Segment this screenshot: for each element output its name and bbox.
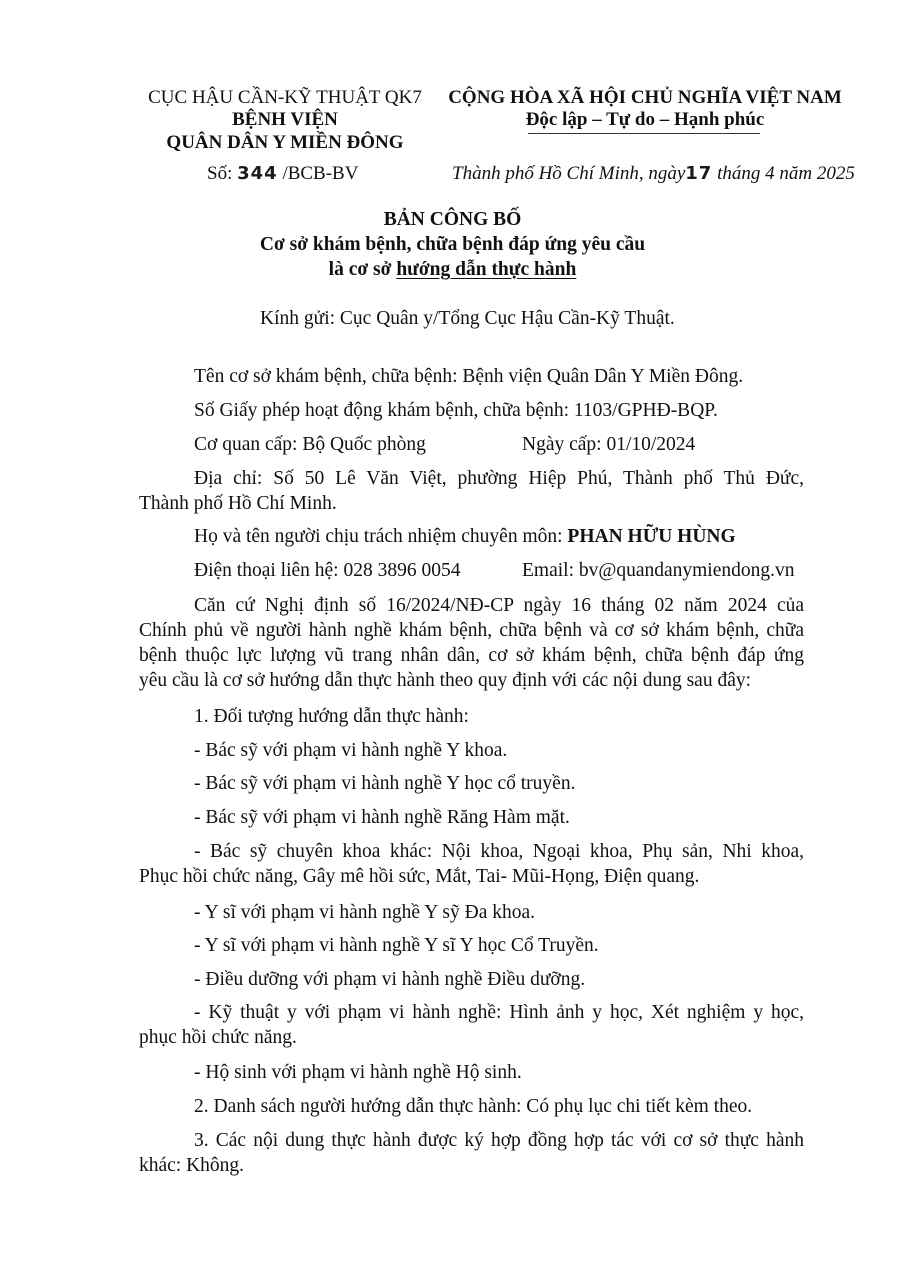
list-item: - Y sĩ với phạm vi hành nghề Y sĩ Y học Cổ Truyền.: [194, 935, 599, 956]
basis-line-4: yêu cầu là cơ sở hướng dẫn thực hành theo quy định với các nội dung sau đây:: [139, 670, 752, 691]
email: Email: bv@quandanymiendong.vn: [522, 560, 795, 581]
number-suffix: /BCB-BV: [282, 163, 359, 184]
nation-line-2: Độc lập – Tự do – Hạnh phúc: [525, 109, 765, 130]
recipient: Kính gửi: Cục Quân y/Tổng Cục Hậu Cần-Kỹ Thuật.: [260, 308, 675, 329]
responsible-label: Họ và tên người chịu trách nhiệm chuyên môn:: [194, 526, 568, 547]
basis-line-3: bệnh thuộc lực lượng vũ trang nhân dân, cơ sở khám bệnh, chữa bệnh đáp ứng: [139, 645, 804, 666]
list-item: - Bác sỹ chuyên khoa khác: Nội khoa, Ngoại khoa, Phụ sản, Nhi khoa,: [194, 841, 804, 862]
license-number: Số Giấy phép hoạt động khám bệnh, chữa bệnh: 1103/GPHĐ-BQP.: [194, 400, 718, 421]
date-prefix: Thành phố Hồ Chí Minh, ngày: [452, 163, 686, 184]
handwritten-number: 344: [237, 163, 278, 184]
number-prefix: Số:: [207, 163, 233, 184]
issue-date: Ngày cấp: 01/10/2024: [522, 434, 696, 455]
section-1-heading: 1. Đối tượng hướng dẫn thực hành:: [194, 706, 469, 727]
facility-name: Tên cơ sở khám bệnh, chữa bệnh: Bệnh viện Quân Dân Y Miền Đông.: [194, 366, 744, 387]
list-item: - Kỹ thuật y với phạm vi hành nghề: Hình ảnh y học, Xét nghiệm y học,: [194, 1002, 804, 1023]
list-item: - Y sĩ với phạm vi hành nghề Y sỹ Đa khoa.: [194, 902, 536, 923]
list-item-continued: Phục hồi chức năng, Gây mê hồi sức, Mắt, Tai- Mũi-Họng, Điện quang.: [139, 866, 700, 887]
motto-underline: [528, 133, 760, 134]
document-subtitle: Cơ sở khám bệnh, chữa bệnh đáp ứng yêu cầu: [259, 234, 646, 255]
list-item: - Điều dưỡng với phạm vi hành nghề Điều dưỡng.: [194, 969, 586, 990]
handwritten-day: 17: [685, 163, 713, 184]
list-item-continued: phục hồi chức năng.: [139, 1027, 297, 1048]
nation-line-1: CỘNG HÒA XÃ HỘI CHỦ NGHĨA VIỆT NAM: [448, 87, 842, 108]
subtitle-underlined: hướng dẫn thực hành: [396, 259, 577, 280]
document-title: BẢN CÔNG BỐ: [383, 209, 522, 230]
date-suffix: tháng 4 năm 2025: [717, 163, 855, 184]
document-number: [207, 162, 358, 186]
address-line-2: Thành phố Hồ Chí Minh.: [139, 493, 337, 514]
list-item: - Bác sỹ với phạm vi hành nghề Y khoa.: [194, 740, 508, 761]
issuer: Cơ quan cấp: Bộ Quốc phòng: [194, 434, 426, 455]
list-item: - Bác sỹ với phạm vi hành nghề Y học cổ truyền.: [194, 773, 576, 794]
document-date: [452, 162, 855, 186]
responsible-person: [194, 524, 736, 550]
basis-line-1: Căn cứ Nghị định số 16/2024/NĐ-CP ngày 16 tháng 02 năm 2024 của: [194, 595, 804, 616]
list-item: - Hộ sinh với phạm vi hành nghề Hộ sinh.: [194, 1062, 522, 1083]
section-2: 2. Danh sách người hướng dẫn thực hành: Có phụ lục chi tiết kèm theo.: [194, 1096, 753, 1117]
org-line-2: BỆNH VIỆN: [232, 109, 338, 130]
address-line-1: Địa chỉ: Số 50 Lê Văn Việt, phường Hiệp Phú, Thành phố Thủ Đức,: [194, 468, 804, 489]
org-line-3: QUÂN DÂN Y MIỀN ĐÔNG: [166, 132, 404, 153]
phone: Điện thoại liên hệ: 028 3896 0054: [194, 560, 461, 581]
subtitle-prefix: là cơ sở: [328, 259, 397, 280]
document-subtitle-2: [0, 257, 905, 283]
section-3-line-2: khác: Không.: [139, 1155, 245, 1176]
org-line-1: CỤC HẬU CẦN-KỸ THUẬT QK7: [148, 87, 422, 108]
responsible-name: PHAN HỮU HÙNG: [567, 526, 736, 547]
list-item: - Bác sỹ với phạm vi hành nghề Răng Hàm mặt.: [194, 807, 570, 828]
basis-line-2: Chính phủ về người hành nghề khám bệnh, chữa bệnh và cơ sở khám bệnh, chữa: [139, 620, 804, 641]
section-3-line-1: 3. Các nội dung thực hành được ký hợp đồng hợp tác với cơ sở thực hành: [194, 1130, 804, 1151]
